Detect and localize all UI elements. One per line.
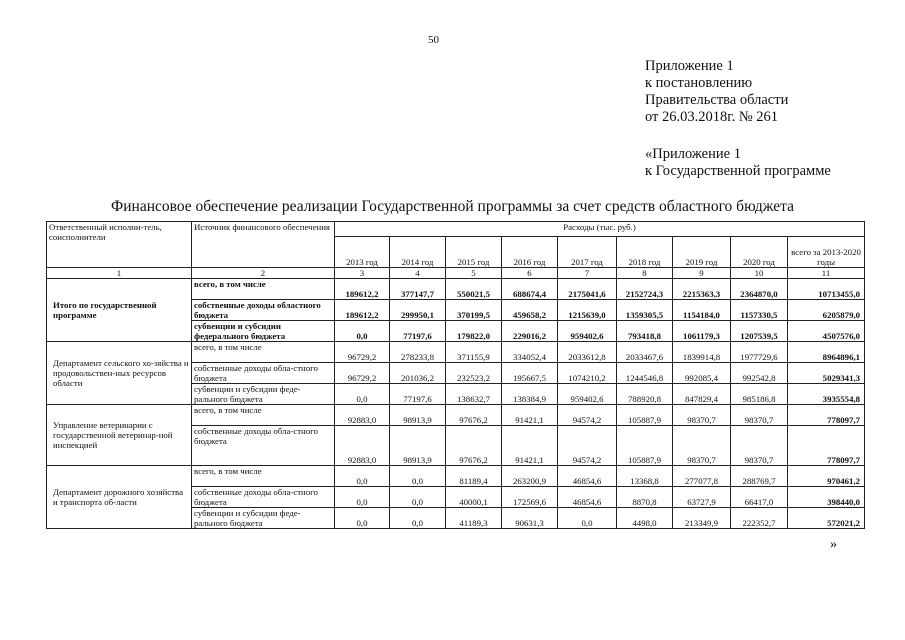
column-number: 8 (617, 268, 673, 279)
total-value-cell: 970461,2 (788, 466, 865, 487)
value-cell: 847829,4 (673, 384, 731, 405)
appendix-line: к постановлению (645, 75, 753, 91)
total-value-cell: 4507576,0 (788, 321, 865, 342)
header-year: 2018 год (617, 237, 673, 268)
value-cell: 992542,8 (731, 363, 788, 384)
source-cell: собственные доходы обла-стного бюджета (192, 363, 335, 384)
value-cell: 377147,7 (390, 279, 446, 300)
total-value-cell: 778097,7 (788, 405, 865, 426)
value-cell: 81189,4 (446, 466, 502, 487)
program-appendix-line: к Государственной программе (645, 163, 831, 179)
value-cell: 277077,8 (673, 466, 731, 487)
header-year: 2013 год (335, 237, 390, 268)
value-cell: 2215363,3 (673, 279, 731, 300)
source-cell: собственные доходы обла-стного бюджета (192, 487, 335, 508)
value-cell: 0,0 (390, 487, 446, 508)
closing-quote: » (830, 537, 837, 552)
program-appendix-reference (645, 146, 831, 180)
column-number: 4 (390, 268, 446, 279)
value-cell: 459658,2 (502, 300, 558, 321)
total-value-cell: 5029341,3 (788, 363, 865, 384)
appendix-reference (645, 58, 788, 126)
total-value-cell: 3935554,8 (788, 384, 865, 405)
table-row (47, 466, 865, 487)
value-cell: 96729,2 (335, 363, 390, 384)
value-cell: 2033612,8 (558, 342, 617, 363)
value-cell: 46854,6 (558, 466, 617, 487)
source-cell: субвенции и субсидии федерального бюджета (192, 321, 335, 342)
value-cell: 288769,7 (731, 466, 788, 487)
value-cell: 0,0 (335, 466, 390, 487)
value-cell: 92883,0 (335, 426, 390, 466)
value-cell: 0,0 (390, 508, 446, 529)
financing-table (46, 221, 865, 529)
value-cell: 1061179,3 (673, 321, 731, 342)
value-cell: 98370,7 (673, 426, 731, 466)
value-cell: 91421,1 (502, 405, 558, 426)
column-number: 3 (335, 268, 390, 279)
column-number: 7 (558, 268, 617, 279)
column-number: 5 (446, 268, 502, 279)
table-title: Финансовое обеспечение реализации Государственной программы за счет средств областного бюджета (111, 198, 794, 215)
executor-cell: Департамент дорожного хозяйства и транспорта об-ласти (47, 466, 192, 529)
value-cell: 2364870,0 (731, 279, 788, 300)
value-cell: 138632,7 (446, 384, 502, 405)
value-cell: 13368,8 (617, 466, 673, 487)
value-cell: 1157330,5 (731, 300, 788, 321)
value-cell: 98370,7 (673, 405, 731, 426)
value-cell: 0,0 (335, 384, 390, 405)
value-cell: 959402,6 (558, 384, 617, 405)
value-cell: 63727,9 (673, 487, 731, 508)
value-cell: 8870,8 (617, 487, 673, 508)
value-cell: 1154184,0 (673, 300, 731, 321)
value-cell: 1207539,5 (731, 321, 788, 342)
source-cell: всего, в том числе (192, 466, 335, 487)
value-cell: 959402,6 (558, 321, 617, 342)
value-cell: 94574,2 (558, 405, 617, 426)
value-cell: 105887,9 (617, 405, 673, 426)
value-cell: 98370,7 (731, 426, 788, 466)
value-cell: 299950,1 (390, 300, 446, 321)
source-cell: субвенции и субсидии феде-рального бюджета (192, 508, 335, 529)
value-cell: 1215639,0 (558, 300, 617, 321)
header-year: 2015 год (446, 237, 502, 268)
program-appendix-line: «Приложение 1 (645, 146, 741, 162)
table-row (47, 405, 865, 426)
total-value-cell: 778097,7 (788, 426, 865, 466)
source-cell: субвенции и субсидии феде-рального бюджета (192, 384, 335, 405)
value-cell: 0,0 (335, 321, 390, 342)
value-cell: 229016,2 (502, 321, 558, 342)
table-row (47, 279, 865, 300)
value-cell: 985186,8 (731, 384, 788, 405)
value-cell: 1359305,5 (617, 300, 673, 321)
value-cell: 0,0 (558, 508, 617, 529)
value-cell: 90631,3 (502, 508, 558, 529)
value-cell: 1977729,6 (731, 342, 788, 363)
value-cell: 370199,5 (446, 300, 502, 321)
header-year: 2020 год (731, 237, 788, 268)
executor-cell: Итого по государственной программе (47, 279, 192, 342)
source-cell: всего, в том числе (192, 405, 335, 426)
value-cell: 195667,5 (502, 363, 558, 384)
value-cell: 98913,9 (390, 405, 446, 426)
value-cell: 2033467,6 (617, 342, 673, 363)
value-cell: 97676,2 (446, 405, 502, 426)
value-cell: 213349,9 (673, 508, 731, 529)
value-cell: 77197,6 (390, 321, 446, 342)
total-value-cell: 6205879,0 (788, 300, 865, 321)
value-cell: 105887,9 (617, 426, 673, 466)
source-cell: всего, в том числе (192, 279, 335, 300)
value-cell: 98913,9 (390, 426, 446, 466)
column-number: 6 (502, 268, 558, 279)
header-year: 2019 год (673, 237, 731, 268)
column-number: 9 (673, 268, 731, 279)
value-cell: 232523,2 (446, 363, 502, 384)
value-cell: 179822,0 (446, 321, 502, 342)
header-expenses: Расходы (тыс. руб.) (335, 222, 865, 237)
source-cell: собственные доходы обла-стного бюджета (192, 426, 335, 466)
value-cell: 1839914,8 (673, 342, 731, 363)
header-year: 2014 год (390, 237, 446, 268)
total-value-cell: 572021,2 (788, 508, 865, 529)
table-row (47, 342, 865, 363)
value-cell: 189612,2 (335, 300, 390, 321)
value-cell: 201036,2 (390, 363, 446, 384)
value-cell: 98370,7 (731, 405, 788, 426)
value-cell: 222352,7 (731, 508, 788, 529)
value-cell: 2152724,3 (617, 279, 673, 300)
source-cell: собственные доходы областного бюджета (192, 300, 335, 321)
header-executor: Ответственный исполни-тель, соисполнители (47, 222, 192, 268)
value-cell: 91421,1 (502, 426, 558, 466)
value-cell: 0,0 (335, 508, 390, 529)
header-year: всего за 2013-2020 годы (788, 237, 865, 268)
executor-cell: Департамент сельского хо-зяйства и продовольствен-ных ресурсов области (47, 342, 192, 405)
value-cell: 4498,0 (617, 508, 673, 529)
header-source: Источник финансового обеспечения (192, 222, 335, 268)
value-cell: 0,0 (335, 487, 390, 508)
appendix-line: Правительства области (645, 92, 789, 108)
value-cell: 172569,6 (502, 487, 558, 508)
value-cell: 1074210,2 (558, 363, 617, 384)
value-cell: 96729,2 (335, 342, 390, 363)
source-cell: всего, в том числе (192, 342, 335, 363)
appendix-line: от 26.03.2018г. № 261 (645, 109, 779, 125)
value-cell: 992085,4 (673, 363, 731, 384)
value-cell: 138384,9 (502, 384, 558, 405)
value-cell: 788920,8 (617, 384, 673, 405)
value-cell: 371155,9 (446, 342, 502, 363)
value-cell: 66417,0 (731, 487, 788, 508)
value-cell: 550021,5 (446, 279, 502, 300)
executor-cell: Управление ветеринарии с государственной ветеринар-ной инспекцией (47, 405, 192, 466)
value-cell: 189612,2 (335, 279, 390, 300)
value-cell: 278233,8 (390, 342, 446, 363)
value-cell: 334052,4 (502, 342, 558, 363)
value-cell: 46854,6 (558, 487, 617, 508)
value-cell: 77197,6 (390, 384, 446, 405)
header-year: 2017 год (558, 237, 617, 268)
value-cell: 1244546,8 (617, 363, 673, 384)
appendix-line: Приложение 1 (645, 58, 734, 74)
column-number: 11 (788, 268, 865, 279)
page-number: 50 (428, 34, 439, 46)
value-cell: 2175041,6 (558, 279, 617, 300)
header-year: 2016 год (502, 237, 558, 268)
total-value-cell: 398440,0 (788, 487, 865, 508)
total-value-cell: 8964896,1 (788, 342, 865, 363)
value-cell: 0,0 (390, 466, 446, 487)
value-cell: 793418,8 (617, 321, 673, 342)
value-cell: 94574,2 (558, 426, 617, 466)
value-cell: 92883,0 (335, 405, 390, 426)
value-cell: 688674,4 (502, 279, 558, 300)
value-cell: 263200,9 (502, 466, 558, 487)
column-number: 1 (47, 268, 192, 279)
value-cell: 41189,3 (446, 508, 502, 529)
column-number: 10 (731, 268, 788, 279)
value-cell: 97676,2 (446, 426, 502, 466)
value-cell: 40000,1 (446, 487, 502, 508)
total-value-cell: 10713455,0 (788, 279, 865, 300)
column-number: 2 (192, 268, 335, 279)
